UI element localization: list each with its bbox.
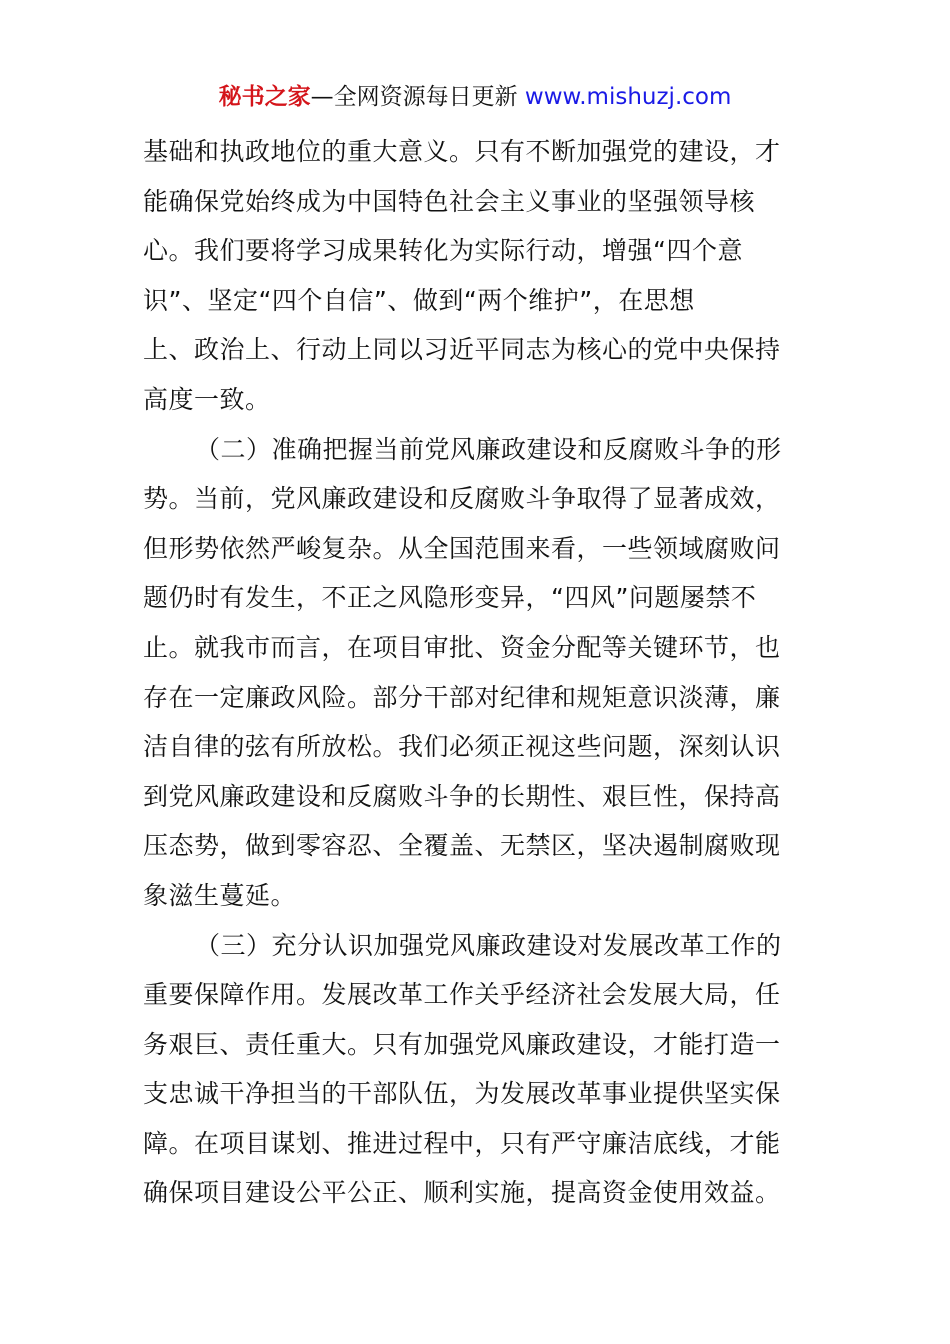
text-line: 确保项目建设公平公正、顺利实施，提高资金使用效益。: [143, 1178, 781, 1208]
text-line: 象滋生蔓延。: [143, 880, 297, 910]
text-line: 上、政治上、行动上同以习近平同志为核心的党中央保持: [143, 335, 781, 365]
text-line: 障。在项目谋划、推进过程中，只有严守廉洁底线，才能: [143, 1128, 781, 1158]
text-line: 势。当前，党风廉政建设和反腐败斗争取得了显著成效，: [143, 484, 781, 514]
document-body: [143, 127, 807, 1218]
text-line: 能确保党始终成为中国特色社会主义事业的坚强领导核: [143, 186, 756, 216]
text-line: 存在一定廉政风险。部分干部对纪律和规矩意识淡薄，廉: [143, 682, 781, 712]
text-line: 题仍时有发生，不正之风隐形变异，“四风”问题屡禁不: [143, 583, 757, 613]
text-line: 止。就我市而言，在项目审批、资金分配等关键环节，也: [143, 632, 781, 662]
text-line: 心。我们要将学习成果转化为实际行动，增强“四个意: [143, 236, 743, 266]
site-slogan: —全网资源每日更新: [310, 84, 518, 110]
text-line: 基础和执政地位的重大意义。只有不断加强党的建设，才: [143, 137, 781, 166]
text-line: 到党风廉政建设和反腐败斗争的长期性、艰巨性，保持高: [143, 781, 781, 811]
text-line: 但形势依然严峻复杂。从全国范围来看，一些领域腐败问: [143, 533, 781, 563]
text-line: 重要保障作用。发展改革工作关乎经济社会发展大局，任: [143, 980, 781, 1010]
paragraph-heading-3: （三）充分认识加强党风廉政建设对发展改革工作的: [195, 930, 782, 960]
page-header: [0, 80, 950, 114]
text-line: 务艰巨、责任重大。只有加强党风廉政建设，才能打造一: [143, 1029, 781, 1059]
paragraph-heading-2: （二）准确把握当前党风廉政建设和反腐败斗争的形: [195, 434, 782, 464]
text-line: 洁自律的弦有所放松。我们必须正视这些问题，深刻认识: [143, 732, 781, 762]
text-line: 压态势，做到零容忍、全覆盖、无禁区，坚决遏制腐败现: [143, 831, 781, 861]
text-line: 支忠诚干净担当的干部队伍，为发展改革事业提供坚实保: [143, 1079, 781, 1109]
site-brand: 秘书之家: [218, 84, 311, 110]
text-line: 识”、坚定“四个自信”、做到“两个维护”，在思想: [143, 285, 695, 315]
text-line: 高度一致。: [143, 384, 271, 414]
site-url-link[interactable]: www.mishuzj.com: [524, 84, 732, 110]
